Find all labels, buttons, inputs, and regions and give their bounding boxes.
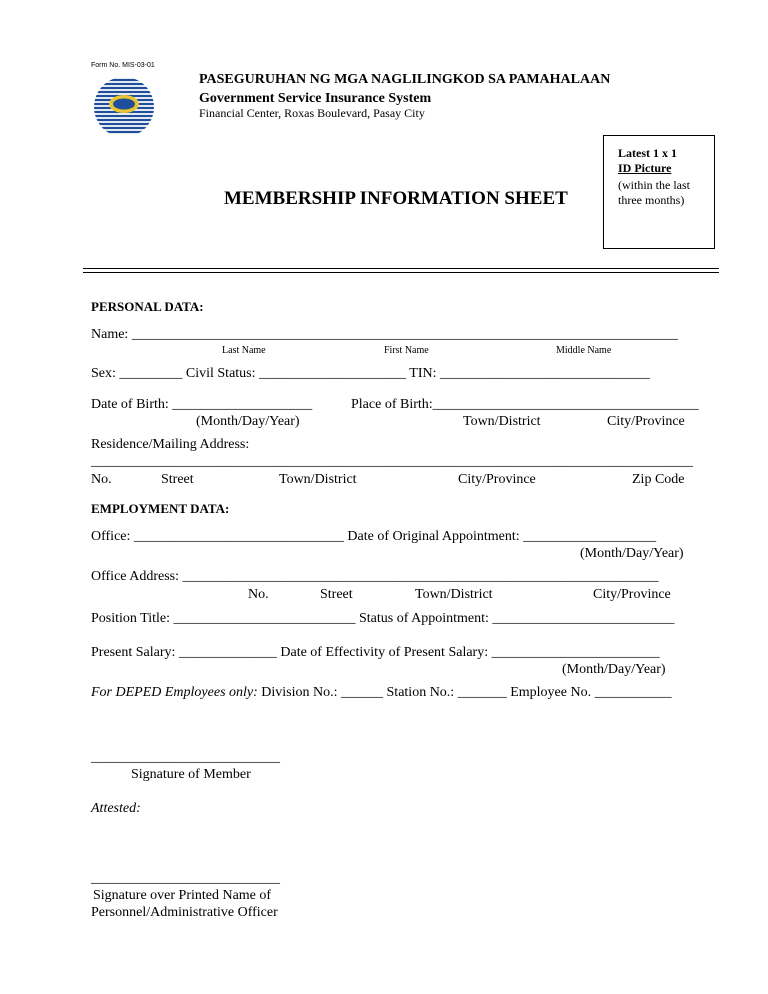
employment-data-heading: EMPLOYMENT DATA: bbox=[91, 501, 230, 516]
deped-row[interactable] bbox=[91, 685, 672, 701]
officer-signature-label-2: Personnel/Administrative Officer bbox=[91, 905, 278, 920]
date-of-birth-field[interactable]: Date of Birth: ____________________ bbox=[91, 397, 313, 412]
photo-label-type: ID Picture bbox=[618, 161, 672, 175]
org-name-filipino: PASEGURUHAN NG MGA NAGLILINGKOD SA PAMAHALAAN bbox=[199, 72, 611, 87]
org-name-english: Government Service Insurance System bbox=[199, 91, 432, 106]
office-address-field[interactable]: Office Address: ____________________________________________________________________ bbox=[91, 569, 659, 584]
appointment-date-sub: (Month/Day/Year) bbox=[580, 546, 684, 561]
oa-sub-no: No. bbox=[248, 587, 269, 602]
pob-sub-town: Town/District bbox=[463, 414, 541, 429]
officer-signature-label-1: Signature over Printed Name of bbox=[93, 888, 272, 903]
oa-sub-street: Street bbox=[320, 587, 353, 602]
divider-top bbox=[83, 268, 719, 269]
res-sub-street: Street bbox=[161, 472, 194, 487]
deped-fields[interactable]: Division No.: ______ Station No.: _______ Employee No. ___________ bbox=[257, 685, 672, 700]
form-number: Form No. MIS-03-01 bbox=[91, 62, 155, 69]
place-of-birth-field[interactable]: Place of Birth:______________________________________ bbox=[351, 397, 699, 412]
salary-date-sub: (Month/Day/Year) bbox=[562, 662, 666, 677]
res-sub-no: No. bbox=[91, 472, 112, 487]
res-sub-zip: Zip Code bbox=[632, 472, 685, 487]
dob-sub: (Month/Day/Year) bbox=[196, 414, 300, 429]
oa-sub-town: Town/District bbox=[415, 587, 493, 602]
res-sub-city: City/Province bbox=[458, 472, 536, 487]
name-sub-last: Last Name bbox=[222, 345, 266, 356]
personal-data-heading: PERSONAL DATA: bbox=[91, 299, 204, 314]
sex-civil-tin-field[interactable]: Sex: _________ Civil Status: _____________________ TIN: ______________________________ bbox=[91, 366, 650, 381]
name-field[interactable]: Name: ______________________________________________________________________________ bbox=[91, 327, 678, 342]
member-signature-label: Signature of Member bbox=[131, 767, 251, 782]
attested-label: Attested: bbox=[91, 801, 141, 816]
office-appointment-field[interactable]: Office: ______________________________ Date of Original Appointment: ___________________ bbox=[91, 529, 657, 544]
residence-label: Residence/Mailing Address: bbox=[91, 437, 250, 452]
gsis-logo-icon bbox=[92, 76, 156, 138]
org-address: Financial Center, Roxas Boulevard, Pasay City bbox=[199, 106, 425, 120]
name-sub-middle: Middle Name bbox=[556, 345, 612, 356]
oa-sub-city: City/Province bbox=[593, 587, 671, 602]
salary-effectivity-field[interactable]: Present Salary: ______________ Date of Effectivity of Present Salary: ________________________ bbox=[91, 645, 660, 660]
page-title: MEMBERSHIP INFORMATION SHEET bbox=[224, 188, 568, 209]
position-status-field[interactable]: Position Title: __________________________ Status of Appointment: __________________________ bbox=[91, 611, 675, 626]
photo-label-note: (within the last three months) bbox=[618, 178, 690, 207]
member-signature-line[interactable]: ___________________________ bbox=[91, 750, 280, 765]
divider-bottom bbox=[83, 272, 719, 273]
photo-label-size: Latest 1 x 1 bbox=[618, 146, 677, 160]
residence-field[interactable]: ______________________________________________________________________________________ bbox=[91, 454, 693, 469]
deped-label: For DEPED Employees only: bbox=[91, 685, 258, 700]
pob-sub-city: City/Province bbox=[607, 414, 685, 429]
officer-signature-line[interactable]: ___________________________ bbox=[91, 871, 280, 886]
res-sub-town: Town/District bbox=[279, 472, 357, 487]
name-sub-first: First Name bbox=[384, 345, 429, 356]
id-picture-box bbox=[603, 135, 715, 249]
